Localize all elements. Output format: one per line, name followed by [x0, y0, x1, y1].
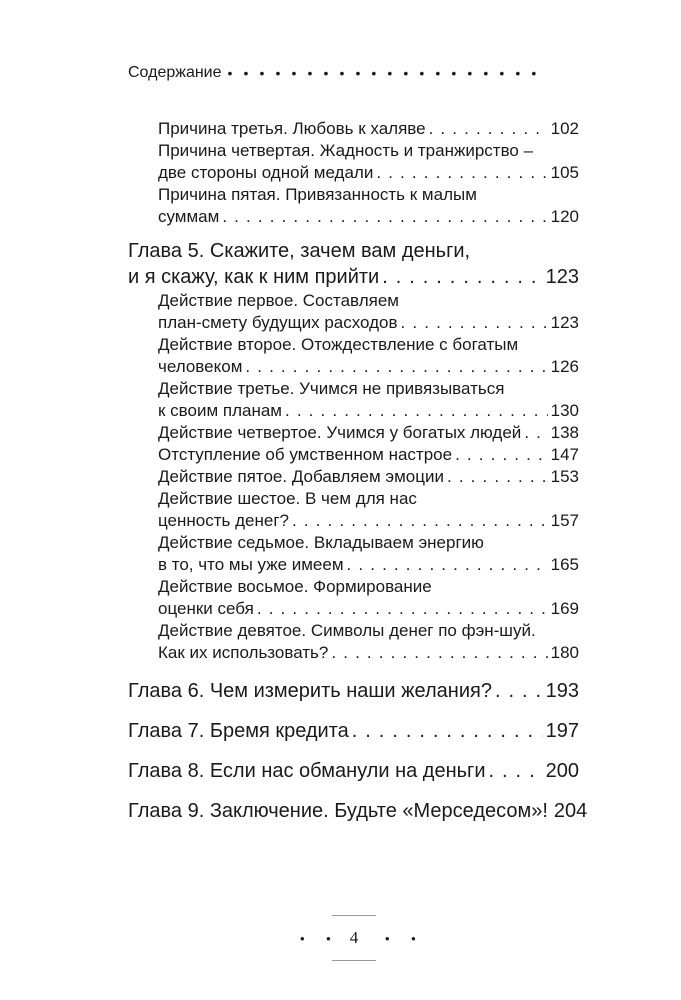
toc-entry-title: и я скажу, как к ним прийти: [128, 266, 380, 288]
toc-entry-title: Отступление об умственном настрое: [158, 445, 453, 464]
toc-entry-title: Причина четвертая. Жадность и транжирство –: [158, 141, 534, 160]
dot-leader: [489, 758, 543, 784]
dot-leader: [352, 718, 543, 744]
toc-page-number: 157: [550, 511, 579, 530]
toc-line: [158, 140, 579, 162]
toc-page-number: 153: [550, 467, 579, 486]
toc-line: [128, 758, 579, 784]
toc-entry-title: Глава 6. Чем измерить наши желания?: [128, 680, 492, 702]
toc-page-number: 165: [550, 555, 579, 574]
toc-line: [128, 798, 588, 824]
dot-leader: [285, 400, 548, 422]
toc-entry-title: к своим планам: [158, 401, 282, 420]
toc-entry-title: Как их использовать?: [158, 643, 329, 662]
dot-leader: [455, 444, 548, 466]
toc-entry-title: Действие третье. Учимся не привязываться: [158, 379, 505, 398]
toc-page-number: 105: [550, 163, 579, 182]
toc-page-number: 147: [550, 445, 579, 464]
toc-entry-title: Действие четвертое. Учимся у богатых людей: [158, 423, 522, 442]
toc-line: [158, 488, 579, 510]
toc-line: [158, 356, 579, 378]
toc-page-number: 204: [553, 800, 588, 822]
toc-line: [158, 422, 579, 444]
toc-line: [158, 444, 579, 466]
toc-entry-title: Глава 9. Заключение. Будьте «Мерседесом»!: [128, 800, 548, 822]
header-dot-leader: • • • • • • • • • • • • • • • • • • • •: [227, 65, 540, 81]
toc-entry-title: Глава 8. Если нас обманули на деньги: [128, 760, 486, 782]
toc-entry-title: Действие второе. Отождествление с богатым: [158, 335, 519, 354]
dot-leader: [257, 598, 548, 620]
toc-entry-title: человеком: [158, 357, 243, 376]
toc-page-number: 130: [550, 401, 579, 420]
toc-entry-title: в то, что мы уже имеем: [158, 555, 344, 574]
running-header: [128, 62, 588, 84]
page-number-frame: [332, 915, 376, 961]
toc-page-number: 138: [550, 423, 579, 442]
dot-leader: [524, 422, 547, 444]
toc-line: [128, 264, 579, 290]
dot-leader: [429, 118, 548, 140]
toc-page-number: 126: [550, 357, 579, 376]
toc-line: [128, 718, 579, 744]
toc-entry-title: Действие седьмое. Вкладываем энергию: [158, 533, 484, 552]
dot-leader: [222, 206, 547, 228]
toc-line: [158, 532, 579, 554]
toc-page-number: 200: [545, 760, 579, 782]
page-footer: [0, 915, 681, 965]
toc-entry-title: оценки себя: [158, 599, 254, 618]
toc-entry-title: план-смету будущих расходов: [158, 313, 398, 332]
toc-line: [158, 290, 579, 312]
toc-entry-title: суммам: [158, 207, 220, 226]
dot-leader: [331, 642, 547, 664]
toc-page-number: 193: [545, 680, 579, 702]
dot-leader: [376, 162, 547, 184]
footer-dots-left: • •: [300, 931, 340, 946]
dot-leader: [401, 312, 548, 334]
toc-entry-title: Причина третья. Любовь к халяве: [158, 119, 426, 138]
toc-entry-title: Действие восьмое. Формирование: [158, 577, 432, 596]
toc-entry-title: Действие первое. Составляем: [158, 291, 399, 310]
dot-leader: [495, 678, 543, 704]
footer-dots-right: • •: [385, 931, 425, 946]
toc-line: [158, 162, 579, 184]
toc-line: [158, 118, 579, 140]
dot-leader: [245, 356, 547, 378]
toc-line: [158, 576, 579, 598]
toc-entry-title: Глава 5. Скажите, зачем вам деньги,: [128, 240, 471, 262]
toc-line: [158, 642, 579, 664]
page-number: 4: [349, 928, 359, 947]
header-title: Содержание: [128, 64, 222, 81]
toc-page-number: 180: [550, 643, 579, 662]
toc-entry-title: Действие пятое. Добавляем эмоции: [158, 467, 444, 486]
toc-line: [158, 620, 579, 642]
toc-page-number: 169: [550, 599, 579, 618]
dot-leader: [292, 510, 548, 532]
toc-page-number: 123: [550, 313, 579, 332]
toc-page-number: 120: [550, 207, 579, 226]
toc-line: [128, 678, 579, 704]
toc-line: [158, 598, 579, 620]
toc-page-number: 102: [550, 119, 579, 138]
toc-line: [158, 466, 579, 488]
toc-entry-title: две стороны одной медали: [158, 163, 374, 182]
toc-line: [158, 312, 579, 334]
toc-entry-title: ценность денег?: [158, 511, 289, 530]
toc-line: [158, 510, 579, 532]
toc-line: [158, 554, 579, 576]
toc-page-number: 197: [545, 720, 579, 742]
toc-line: [128, 238, 579, 264]
dot-leader: [447, 466, 548, 488]
toc-entry-title: Действие шестое. В чем для нас: [158, 489, 417, 508]
dot-leader: [347, 554, 548, 576]
toc-line: [158, 334, 579, 356]
toc-line: [158, 206, 579, 228]
toc-line: [158, 400, 579, 422]
toc-entry-title: Глава 7. Бремя кредита: [128, 720, 349, 742]
dot-leader: [382, 264, 542, 290]
toc-line: [158, 184, 579, 206]
toc-entry-title: Причина пятая. Привязанность к малым: [158, 185, 477, 204]
toc-entry-title: Действие девятое. Символы денег по фэн-шуй.: [158, 621, 536, 640]
toc-page-number: 123: [545, 266, 579, 288]
toc-line: [158, 378, 579, 400]
